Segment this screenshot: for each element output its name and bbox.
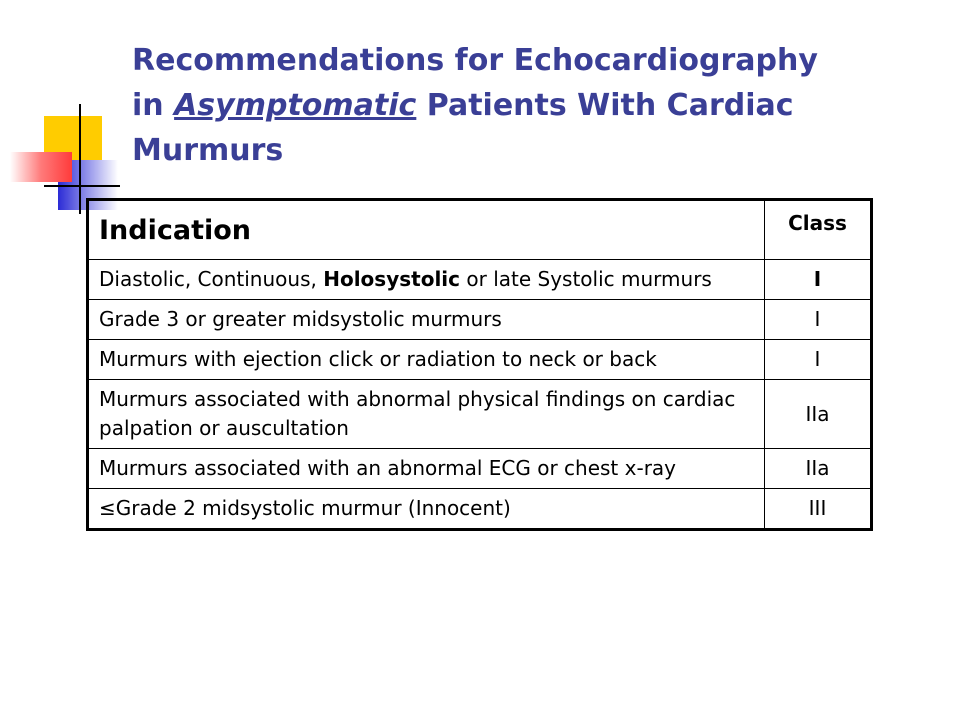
indications-table — [86, 198, 873, 531]
class-cell: IIa — [765, 449, 872, 489]
table-row — [88, 260, 872, 300]
header-indication: Indication — [88, 200, 765, 260]
table-row — [88, 449, 872, 489]
table-row — [88, 340, 872, 380]
class-cell: I — [765, 300, 872, 340]
title-line-3: Murmurs — [132, 133, 284, 168]
table-row — [88, 489, 872, 530]
table-header-row — [88, 200, 872, 260]
indication-cell: Murmurs associated with abnormal physical findings on cardiac palpation or auscultation — [88, 380, 765, 449]
title-line-1: Recommendations for Echocardiography — [132, 43, 818, 78]
table-row — [88, 380, 872, 449]
indication-cell: Murmurs with ejection click or radiation to neck or back — [88, 340, 765, 380]
indication-text-bold: Holosystolic — [323, 267, 461, 291]
indication-cell: Murmurs associated with an abnormal ECG or chest x-ray — [88, 449, 765, 489]
class-cell: IIa — [765, 380, 872, 449]
slide-title — [132, 38, 932, 173]
class-cell: I — [765, 260, 872, 300]
indication-cell — [88, 260, 765, 300]
indication-cell: Grade 3 or greater midsystolic murmurs — [88, 300, 765, 340]
class-cell: III — [765, 489, 872, 530]
title-emphasis: Asymptomatic — [174, 88, 417, 123]
table-row — [88, 300, 872, 340]
title-line-2-post: Patients With Cardiac — [416, 88, 794, 123]
deco-red-bar — [10, 152, 72, 182]
header-class: Class — [765, 200, 872, 260]
indication-cell: ≤Grade 2 midsystolic murmur (Innocent) — [88, 489, 765, 530]
class-cell: I — [765, 340, 872, 380]
indication-text-post: or late Systolic murmurs — [460, 267, 712, 291]
indication-text-pre: Diastolic, Continuous, — [99, 267, 324, 291]
title-line-2-pre: in — [132, 88, 175, 123]
